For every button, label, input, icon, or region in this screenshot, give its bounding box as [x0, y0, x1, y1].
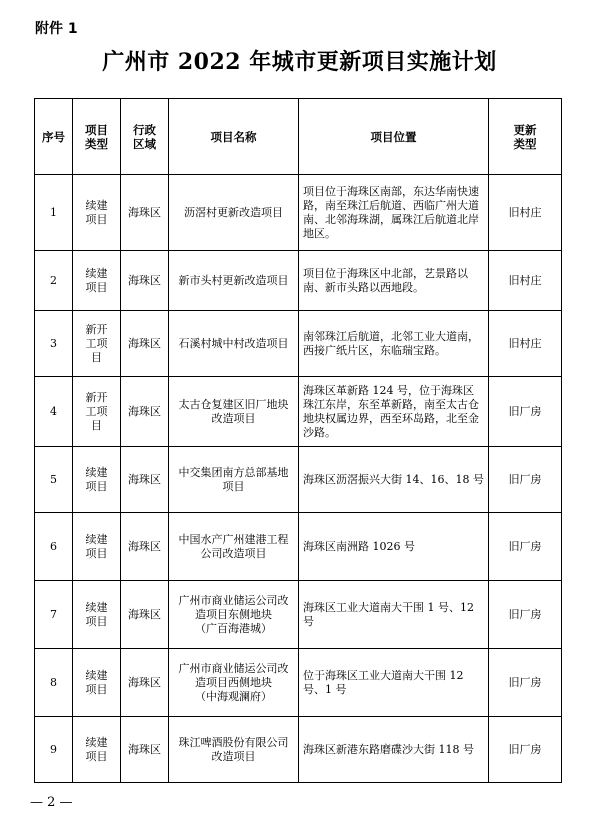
cell-project-type: 续建 项目 — [73, 175, 121, 251]
table-body — [35, 175, 562, 783]
cell-update-type: 旧厂房 — [489, 513, 562, 581]
table-row — [35, 175, 562, 251]
cell-project-name: 石溪村城中村改造项目 — [169, 311, 299, 377]
cell-project-type: 新开 工项 目 — [73, 377, 121, 447]
cell-district: 海珠区 — [121, 251, 169, 311]
cell-district: 海珠区 — [121, 311, 169, 377]
cell-district: 海珠区 — [121, 717, 169, 783]
cell-project-type: 续建 项目 — [73, 447, 121, 513]
table-row — [35, 447, 562, 513]
cell-project-type: 续建 项目 — [73, 649, 121, 717]
cell-district: 海珠区 — [121, 649, 169, 717]
attachment-label: 附件 1 — [35, 21, 78, 37]
cell-no: 5 — [35, 447, 73, 513]
cell-location: 位于海珠区工业大道南大干围 12 号、1 号 — [299, 649, 489, 717]
cell-update-type: 旧厂房 — [489, 581, 562, 649]
cell-update-type: 旧村庄 — [489, 251, 562, 311]
cell-district: 海珠区 — [121, 377, 169, 447]
header-project-name: 项目名称 — [169, 99, 299, 175]
cell-location: 海珠区新港东路磨碟沙大街 118 号 — [299, 717, 489, 783]
cell-no: 7 — [35, 581, 73, 649]
cell-project-name: 中交集团南方总部基地项目 — [169, 447, 299, 513]
cell-district: 海珠区 — [121, 581, 169, 649]
table-row — [35, 717, 562, 783]
cell-no: 8 — [35, 649, 73, 717]
cell-no: 4 — [35, 377, 73, 447]
header-location: 项目位置 — [299, 99, 489, 175]
cell-project-name: 广州市商业储运公司改造项目西侧地块 （中海观澜府） — [169, 649, 299, 717]
cell-update-type: 旧厂房 — [489, 649, 562, 717]
cell-project-type: 续建 项目 — [73, 251, 121, 311]
cell-no: 3 — [35, 311, 73, 377]
cell-project-name: 新市头村更新改造项目 — [169, 251, 299, 311]
header-update-type: 更新 类型 — [489, 99, 562, 175]
cell-district: 海珠区 — [121, 513, 169, 581]
cell-project-type: 续建 项目 — [73, 513, 121, 581]
cell-location: 海珠区革新路 124 号，位于海珠区珠江东岸，东至革新路，南至太古仓地块权属边界，西至环岛路，北至金沙路。 — [299, 377, 489, 447]
cell-no: 9 — [35, 717, 73, 783]
page-number: — 2 — — [30, 795, 73, 810]
cell-no: 6 — [35, 513, 73, 581]
cell-location: 项目位于海珠区中北部，艺景路以南、新市头路以西地段。 — [299, 251, 489, 311]
cell-location: 海珠区工业大道南大干围 1 号、12 号 — [299, 581, 489, 649]
cell-location: 南邻珠江后航道，北邻工业大道南，西接广纸片区，东临瑞宝路。 — [299, 311, 489, 377]
cell-project-type: 新开 工项 目 — [73, 311, 121, 377]
cell-project-name: 中国水产广州建港工程公司改造项目 — [169, 513, 299, 581]
cell-update-type: 旧厂房 — [489, 447, 562, 513]
cell-project-name: 珠江啤酒股份有限公司改造项目 — [169, 717, 299, 783]
cell-no: 1 — [35, 175, 73, 251]
cell-location: 海珠区南洲路 1026 号 — [299, 513, 489, 581]
cell-location: 项目位于海珠区南部，东达华南快速路，南至珠江后航道、西临广州大道南、北邻海珠湖，属珠江后航道北岸地区。 — [299, 175, 489, 251]
project-table — [34, 98, 562, 783]
cell-no: 2 — [35, 251, 73, 311]
cell-project-name: 沥滘村更新改造项目 — [169, 175, 299, 251]
table-row — [35, 513, 562, 581]
table-row — [35, 649, 562, 717]
header-project-type: 项目 类型 — [73, 99, 121, 175]
cell-project-name: 广州市商业储运公司改造项目东侧地块 （广百海港城） — [169, 581, 299, 649]
document-title: 广州市 2022 年城市更新项目实施计划 — [102, 49, 497, 75]
header-district: 行政 区域 — [121, 99, 169, 175]
cell-district: 海珠区 — [121, 175, 169, 251]
table-header-row — [35, 99, 562, 175]
cell-district: 海珠区 — [121, 447, 169, 513]
cell-project-type: 续建 项目 — [73, 717, 121, 783]
cell-update-type: 旧厂房 — [489, 717, 562, 783]
table-row — [35, 311, 562, 377]
header-no: 序号 — [35, 99, 73, 175]
cell-project-name: 太古仓复建区旧厂地块改造项目 — [169, 377, 299, 447]
table-row — [35, 251, 562, 311]
cell-location: 海珠区沥滘振兴大街 14、16、18 号 — [299, 447, 489, 513]
cell-project-type: 续建 项目 — [73, 581, 121, 649]
cell-update-type: 旧村庄 — [489, 175, 562, 251]
table-row — [35, 581, 562, 649]
cell-update-type: 旧厂房 — [489, 377, 562, 447]
table-row — [35, 377, 562, 447]
cell-update-type: 旧村庄 — [489, 311, 562, 377]
